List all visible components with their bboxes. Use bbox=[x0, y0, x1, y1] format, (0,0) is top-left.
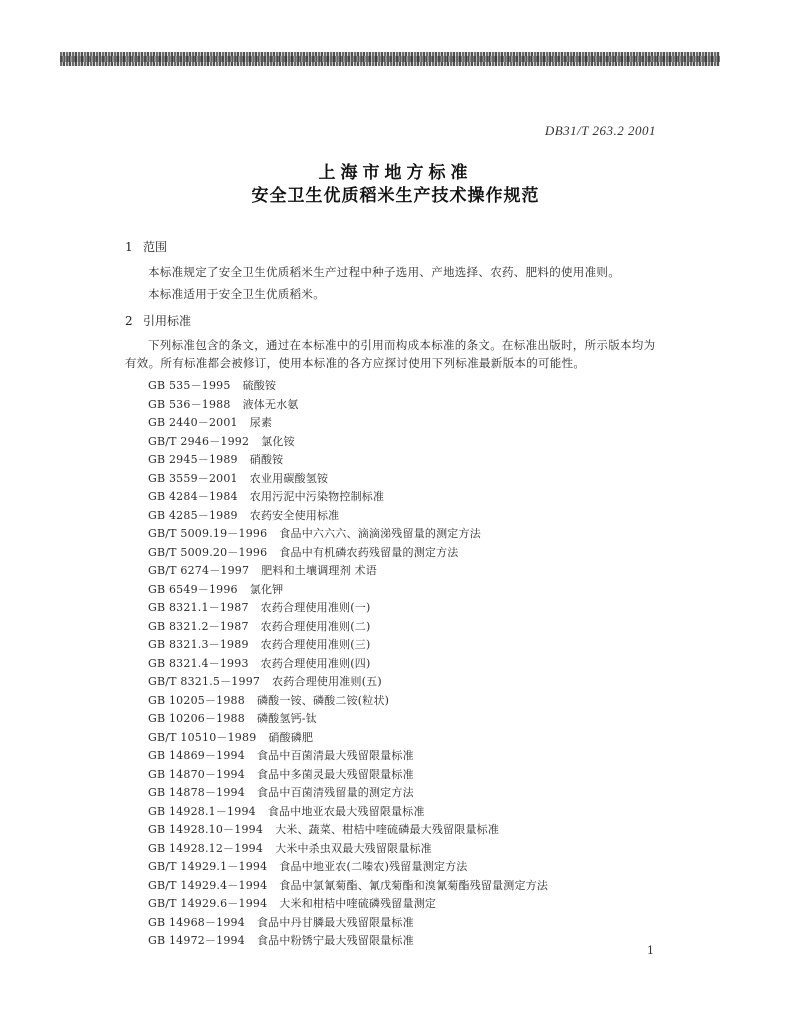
reference-code: GB 8321.3－1989 bbox=[148, 638, 249, 651]
reference-title: 食品中多菌灵最大残留限量标准 bbox=[256, 767, 414, 781]
reference-code: GB/T 6274－1997 bbox=[148, 564, 250, 577]
reference-title: 农业用碳酸氢铵 bbox=[249, 471, 329, 485]
reference-code: GB 14869－1994 bbox=[148, 749, 245, 762]
reference-item bbox=[148, 451, 283, 467]
reference-title: 食品中六六六、滴滴涕残留量的测定方法 bbox=[279, 527, 481, 540]
reference-title: 氯化钾 bbox=[249, 582, 284, 596]
reference-code: GB/T 2946－1992 bbox=[148, 434, 250, 448]
reference-code: GB/T 5009.19－1996 bbox=[148, 527, 268, 540]
reference-code: GB 14928.10－1994 bbox=[148, 823, 264, 836]
reference-title: 食品中氯氰菊酯、氰戊菊酯和溴氰菊酯残留量测定方法 bbox=[279, 878, 549, 892]
reference-title: 食品中地亚农(二嗪农)残留量测定方法 bbox=[279, 860, 468, 873]
reference-title: 食品中百菌清最大残留限量标准 bbox=[256, 749, 414, 762]
reference-title: 农用污泥中污染物控制标准 bbox=[249, 490, 385, 503]
reference-item bbox=[148, 470, 328, 486]
reference-code: GB 10206－1988 bbox=[148, 712, 245, 725]
reference-item bbox=[148, 895, 436, 911]
reference-item bbox=[148, 525, 481, 541]
reference-item bbox=[148, 729, 313, 745]
section-2-intro: 有效。所有标准都会被修订，使用本标准的各方应探讨使用下列标准最新版本的可能性。 bbox=[125, 356, 586, 370]
reference-title: 农药合理使用准则(二) bbox=[260, 619, 371, 633]
document-title-line-2: 安全卫生优质稻米生产技术操作规范 bbox=[251, 186, 540, 206]
reference-code: GB/T 14929.4－1994 bbox=[148, 878, 268, 892]
reference-item bbox=[148, 766, 414, 782]
reference-title: 农药合理使用准则(五) bbox=[272, 675, 382, 688]
reference-title: 农药合理使用准则(一) bbox=[260, 601, 371, 614]
reference-item bbox=[148, 914, 414, 930]
reference-item bbox=[148, 636, 370, 652]
reference-code: GB 8321.2－1987 bbox=[148, 619, 249, 633]
reference-code: GB 14878－1994 bbox=[148, 786, 245, 799]
reference-code: GB 6549－1996 bbox=[148, 582, 238, 596]
reference-title: 氯化铵 bbox=[261, 434, 295, 448]
section-1-heading bbox=[125, 238, 167, 255]
reference-item bbox=[148, 747, 414, 763]
reference-title: 大米中杀虫双最大残留限量标准 bbox=[275, 841, 432, 855]
reference-title: 硝酸磷肥 bbox=[268, 730, 314, 744]
reference-item bbox=[148, 396, 299, 412]
reference-code: GB 8321.4－1993 bbox=[148, 656, 249, 670]
reference-code: GB 14870－1994 bbox=[148, 767, 245, 781]
reference-item bbox=[148, 377, 276, 393]
reference-title: 农药安全使用标准 bbox=[249, 508, 340, 522]
reference-title: 硝酸铵 bbox=[249, 453, 284, 466]
reference-title: 肥料和土壤调理剂 术语 bbox=[261, 564, 377, 577]
reference-item bbox=[148, 414, 272, 430]
reference-item bbox=[148, 692, 389, 708]
section-2-title: 引用标准 bbox=[143, 314, 192, 328]
reference-item bbox=[148, 673, 382, 689]
reference-item bbox=[148, 821, 499, 837]
reference-code: GB 2440－2001 bbox=[148, 416, 238, 429]
reference-item bbox=[148, 488, 384, 504]
reference-title: 大米、蔬菜、柑桔中喹硫磷最大残留限量标准 bbox=[275, 823, 500, 836]
reference-item bbox=[148, 618, 370, 634]
document-title-line-1: 上海市地方标准 bbox=[318, 163, 473, 183]
reference-title: 食品中百菌清残留量的测定方法 bbox=[256, 786, 414, 799]
reference-item bbox=[148, 599, 370, 615]
reference-item bbox=[148, 562, 377, 578]
reference-title: 农药合理使用准则(三) bbox=[260, 638, 371, 651]
reference-item bbox=[148, 877, 548, 893]
reference-code: GB/T 14929.6－1994 bbox=[148, 897, 268, 910]
reference-item bbox=[148, 507, 339, 523]
reference-code: GB 2945－1989 bbox=[148, 453, 238, 466]
reference-item bbox=[148, 710, 317, 726]
section-1-title: 范围 bbox=[143, 240, 168, 254]
reference-code: GB/T 8321.5－1997 bbox=[148, 675, 261, 688]
reference-code: GB/T 10510－1989 bbox=[148, 730, 257, 744]
reference-code: GB 536－1988 bbox=[148, 397, 231, 411]
reference-code: GB 14928.1－1994 bbox=[148, 804, 256, 818]
reference-code: GB 8321.1－1987 bbox=[148, 601, 249, 614]
reference-title: 食品中地亚农最大残留限量标准 bbox=[267, 804, 425, 818]
reference-code: GB 14928.12－1994 bbox=[148, 841, 264, 855]
reference-item bbox=[148, 803, 425, 819]
reference-code: GB 10205－1988 bbox=[148, 693, 245, 707]
section-2-number: 2 bbox=[125, 314, 133, 328]
reference-item bbox=[148, 784, 414, 800]
reference-code: GB 535－1995 bbox=[148, 379, 231, 392]
reference-item bbox=[148, 433, 295, 449]
reference-title: 液体无水氨 bbox=[242, 397, 299, 411]
reference-title: 食品中有机磷农药残留量的测定方法 bbox=[279, 545, 459, 559]
reference-title: 农药合理使用准则(四) bbox=[260, 656, 371, 670]
section-1-paragraph: 本标准适用于安全卫生优质稻米。 bbox=[148, 287, 325, 301]
standard-code: DB31/T 263.2 2001 bbox=[544, 123, 656, 138]
reference-item bbox=[148, 932, 414, 948]
reference-title: 大米和柑桔中喹硫磷残留量测定 bbox=[279, 897, 437, 910]
reference-code: GB 4284－1984 bbox=[148, 490, 238, 503]
scan-artifact-bar bbox=[60, 52, 720, 66]
reference-title: 食品中粉锈宁最大残留限量标准 bbox=[256, 934, 414, 947]
section-2-heading bbox=[125, 312, 191, 329]
reference-code: GB/T 14929.1－1994 bbox=[148, 860, 268, 873]
reference-code: GB 4285－1989 bbox=[148, 508, 238, 522]
reference-code: GB 3559－2001 bbox=[148, 471, 238, 485]
reference-code: GB 14972－1994 bbox=[148, 934, 245, 947]
section-1-paragraph: 本标准规定了安全卫生优质稻米生产过程中种子选用、产地选择、农药、肥料的使用准则。 bbox=[148, 265, 620, 279]
section-1-number: 1 bbox=[125, 240, 133, 254]
reference-item bbox=[148, 840, 432, 856]
reference-item bbox=[148, 858, 467, 874]
reference-title: 尿素 bbox=[249, 416, 273, 429]
reference-title: 磷酸氢钙-钛 bbox=[256, 712, 317, 725]
reference-title: 食品中丹甘膦最大残留限量标准 bbox=[256, 915, 414, 929]
reference-title: 硫酸铵 bbox=[242, 379, 277, 392]
reference-code: GB/T 5009.20－1996 bbox=[148, 545, 268, 559]
reference-code: GB 14968－1994 bbox=[148, 915, 245, 929]
reference-title: 磷酸一铵、磷酸二铵(粒状) bbox=[256, 693, 390, 707]
reference-item bbox=[148, 655, 370, 671]
reference-item bbox=[148, 544, 459, 560]
reference-item bbox=[148, 581, 283, 597]
section-2-intro: 下列标准包含的条文，通过在本标准中的引用而构成本标准的条文。在标准出版时，所示版本均为 bbox=[148, 338, 656, 352]
page-number: 1 bbox=[647, 944, 654, 957]
